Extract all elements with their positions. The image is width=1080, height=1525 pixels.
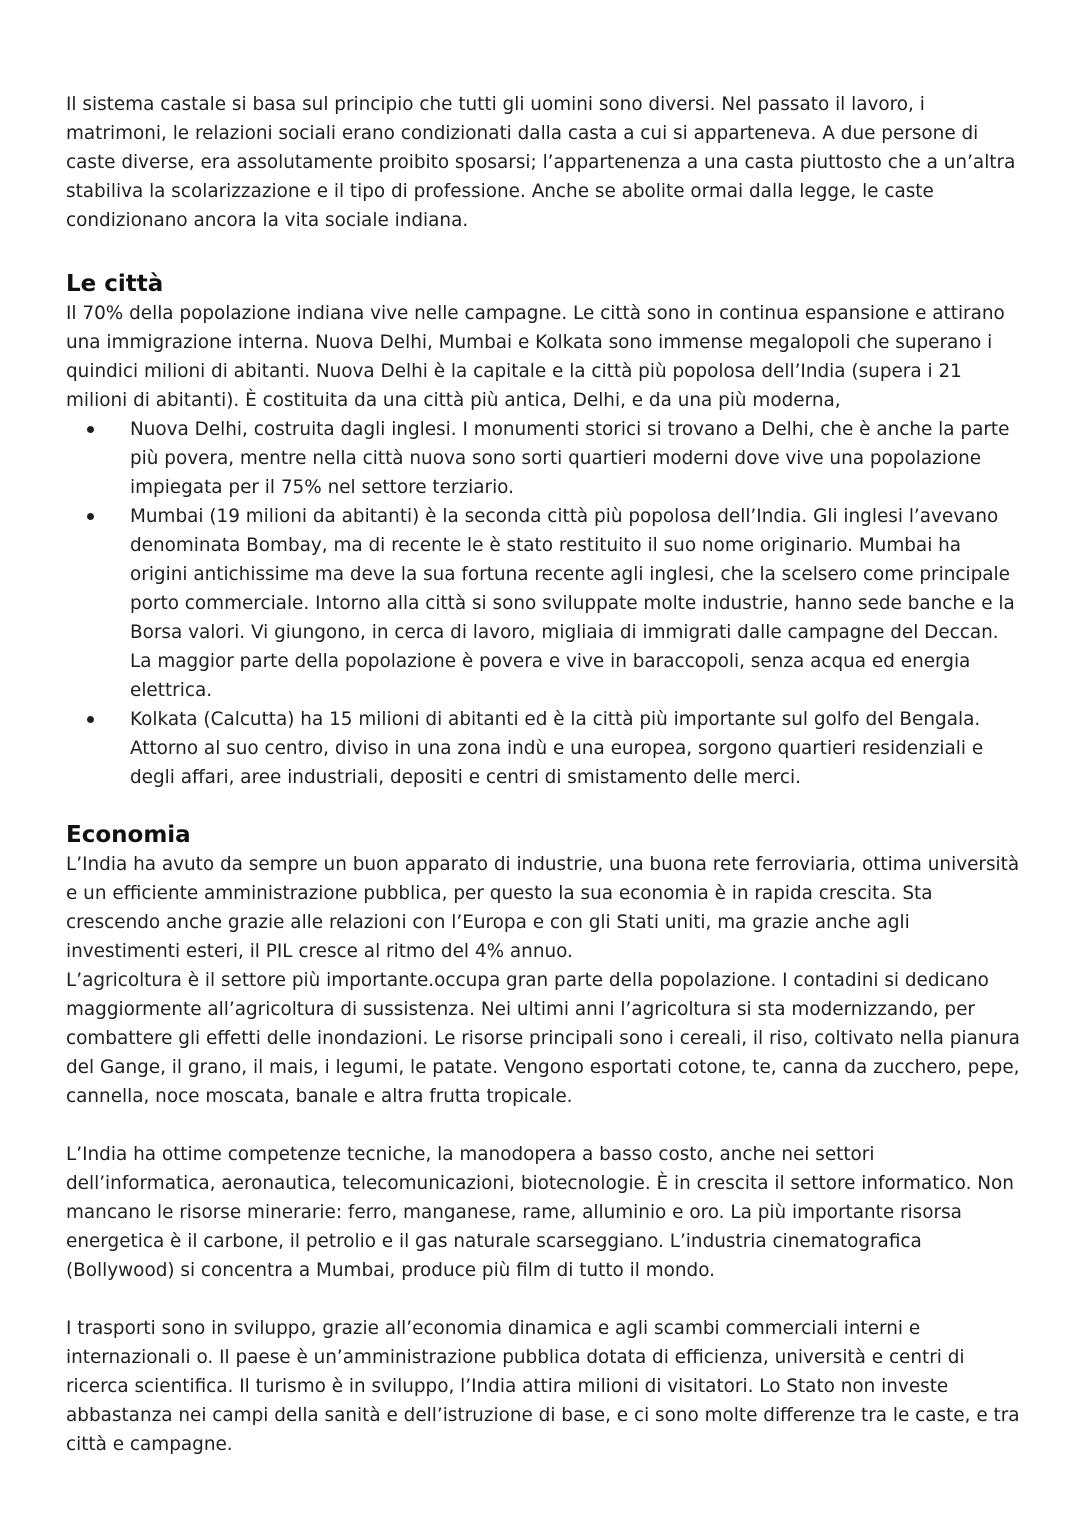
list-item-text: Mumbai (19 milioni da abitanti) è la seconda città più popolosa dell’India. Gli inglesi l’avevano denominata Bombay, ma di recente le è stato restituito il suo nome originario. Mumbai ha origini antichissime ma deve la sua fortuna recente agli inglesi, che la scelsero come principale porto commerciale. Intorno alla città si sono sviluppate molte industrie, hanno sede banche e la Borsa valori. Vi giungono, in cerca di lavoro, migliaia di immigrati dalle campagne del Deccan. La maggior parte della popolazione è povera e vive in baraccopoli, senza acqua ed energia elettrica.: [130, 506, 1015, 701]
bullet-icon: [87, 426, 94, 433]
intro-paragraph: Il sistema castale si basa sul principio che tutti gli uomini sono diversi. Nel passato il lavoro, i matrimoni, le relazioni sociali erano condizionati dalla casta a cui si apparteneva. A due persone di caste diverse, era assolutamente proibito sposarsi; l’appartenenza a una casta piuttosto che a un’altra stabiliva la scolarizzazione e il tipo di professione. Anche se abolite ormai dalla legge, le caste condizionano ancora la vita sociale indiana.: [66, 94, 1016, 231]
list-item: [66, 705, 1021, 792]
citta-paragraph: Il 70% della popolazione indiana vive nelle campagne. Le città sono in continua espansione e attirano una immigrazione interna. Nuova Delhi, Mumbai e Kolkata sono immense megalopoli che superano i quindici milioni di abitanti. Nuova Delhi è la capitale e la città più popolosa dell’India (supera i 21 milioni di abitanti). È costituita da una città più antica, Delhi, e da una più moderna,: [66, 303, 1005, 411]
economia-paragraph-3: L’India ha ottime competenze tecniche, la manodopera a basso costo, anche nei settori dell’informatica, aeronautica, telecomunicazioni, biotecnologie. È in crescita il settore informatico. Non mancano le risorse minerarie: ferro, manganese, rame, alluminio e oro. La più importante risorsa energetica è il carbone, il petrolio e il gas naturale scarseggiano. L’industria cinematografica (Bollywood) si concentra a Mumbai, produce più film di tutto il mondo.: [66, 1144, 1014, 1281]
citta-bullet-list: [66, 415, 1021, 792]
list-item-text: Kolkata (Calcutta) ha 15 milioni di abitanti ed è la città più importante sul golfo del Bengala. Attorno al suo centro, diviso in una zona indù e una europea, sorgono quartieri residenziali e degli affari, aree industriali, depositi e centri di smistamento delle merci.: [130, 709, 984, 788]
economia-paragraph-2: L’agricoltura è il settore più importante.occupa gran parte della popolazione. I contadini si dedicano maggiormente all’agricoltura di sussistenza. Nei ultimi anni l’agricoltura si sta modernizzando, per combattere gli effetti delle inondazioni. Le risorse principali sono i cereali, il riso, coltivato nella pianura del Gange, il grano, il mais, i legumi, le patate. Vengono esportati cotone, te, canna da zucchero, pepe, cannella, noce moscata, banale e altra frutta tropicale.: [66, 970, 1020, 1107]
bullet-icon: [87, 716, 94, 723]
section-title-citta: Le città: [66, 271, 164, 297]
list-item: [66, 502, 1021, 705]
document-page: [66, 90, 1021, 1459]
list-item-text: Nuova Delhi, costruita dagli inglesi. I monumenti storici si trovano a Delhi, che è anche la parte più povera, mentre nella città nuova sono sorti quartieri moderni dove vive una popolazione impiegata per il 75% nel settore terziario.: [130, 419, 1010, 498]
section-title-economia: Economia: [66, 822, 191, 848]
economia-paragraph-4: I trasporti sono in sviluppo, grazie all’economia dinamica e agli scambi commerciali interni e internazionali o. Il paese è un’amministrazione pubblica dotata di efficienza, università e centri di ricerca scientifica. Il turismo è in sviluppo, l’India attira milioni di visitatori. Lo Stato non investe abbastanza nei campi della sanità e dell’istruzione di base, e ci sono molte differenze tra le caste, e tra città e campagne.: [66, 1318, 1020, 1455]
bullet-icon: [87, 513, 94, 520]
list-item: [66, 415, 1021, 502]
economia-paragraph-1: L’India ha avuto da sempre un buon apparato di industrie, una buona rete ferroviaria, ottima università e un efficiente amministrazione pubblica, per questo la sua economia è in rapida crescita. Sta crescendo anche grazie alle relazioni con l’Europa e con gli Stati uniti, ma grazie anche agli investimenti esteri, il PIL cresce al ritmo del 4% annuo.: [66, 854, 1020, 962]
